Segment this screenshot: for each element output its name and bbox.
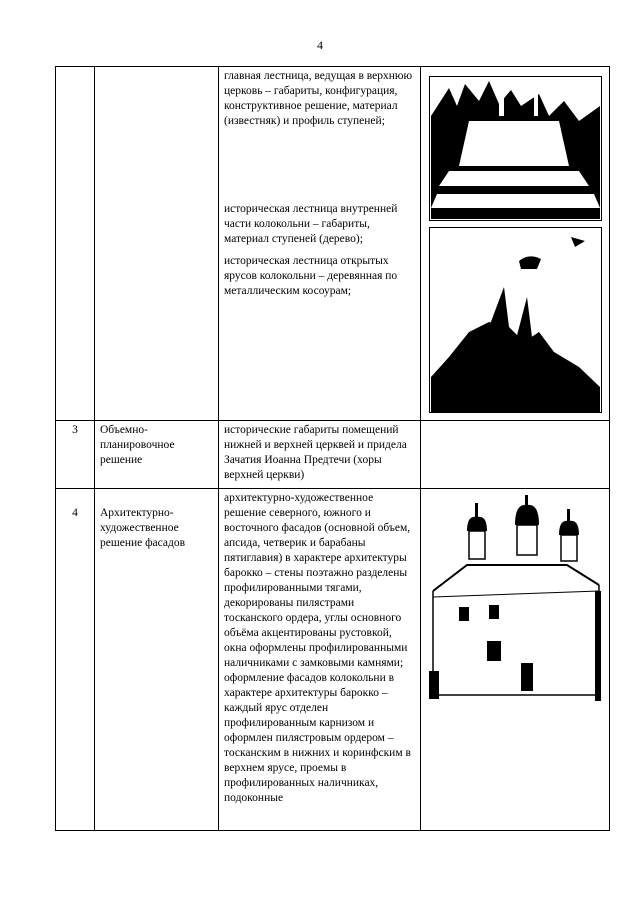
row-description: [219, 67, 421, 421]
row-photos: [421, 489, 610, 831]
row-subject: [95, 67, 219, 421]
row-description: [219, 489, 421, 831]
description-paragraph: историческая лестница внутренней части колокольни – габариты, материал ступеней (дерево);: [224, 203, 398, 245]
row-subject: Архитектурно-художественное решение фасадов: [95, 489, 219, 831]
row-photos: [421, 421, 610, 489]
description-paragraph: исторические габариты помещений нижней и верхней церквей и придела Зачатия Иоанна Предтечи (хоры верхней церкви): [224, 424, 407, 481]
photo-bell-tower-staircase: [429, 227, 602, 413]
photo-church-facade: [427, 495, 603, 705]
page-number: 4: [317, 38, 323, 52]
table-row: [56, 67, 610, 421]
description-paragraph: оформление фасадов колокольни в характере архитектуры барокко – каждый ярус отделен профилированным карнизом и оформлен пилястровым ордером – тосканским в нижних и коринфским в верхнем ярусе, проемы в профилированных наличниках, подоконные: [224, 672, 411, 804]
description-paragraph: главная лестница, ведущая в верхнюю церковь – габариты, конфигурация, конструктивное решение, материал (известняк) и профиль ступеней;: [224, 70, 413, 127]
table-row: [56, 421, 610, 489]
protected-items-table: [55, 66, 610, 831]
row-number: 3: [56, 421, 95, 489]
row-description: [219, 421, 421, 489]
table-row: [56, 489, 610, 831]
row-number: 4: [56, 489, 95, 831]
description-paragraph: архитектурно-художественное решение северного, южного и восточного фасадов (основной объем, апсида, четверик и барабаны пятиглавия) в характере архитектуры барокко – стены поэтажно разделены профилированными тягами, декорированы пилястрами тосканского ордера, углы основного объёма акцентированы рустовкой, окна оформлены профилированными наличниками с замковыми камнями;: [224, 492, 411, 669]
row-photos: [421, 67, 610, 421]
row-subject: Объемно-планировочное решение: [95, 421, 219, 489]
description-paragraph: историческая лестница открытых ярусов колокольни – деревянная по металлическим косоурам;: [224, 255, 398, 297]
row-number: [56, 67, 95, 421]
photo-main-staircase: [429, 76, 602, 221]
